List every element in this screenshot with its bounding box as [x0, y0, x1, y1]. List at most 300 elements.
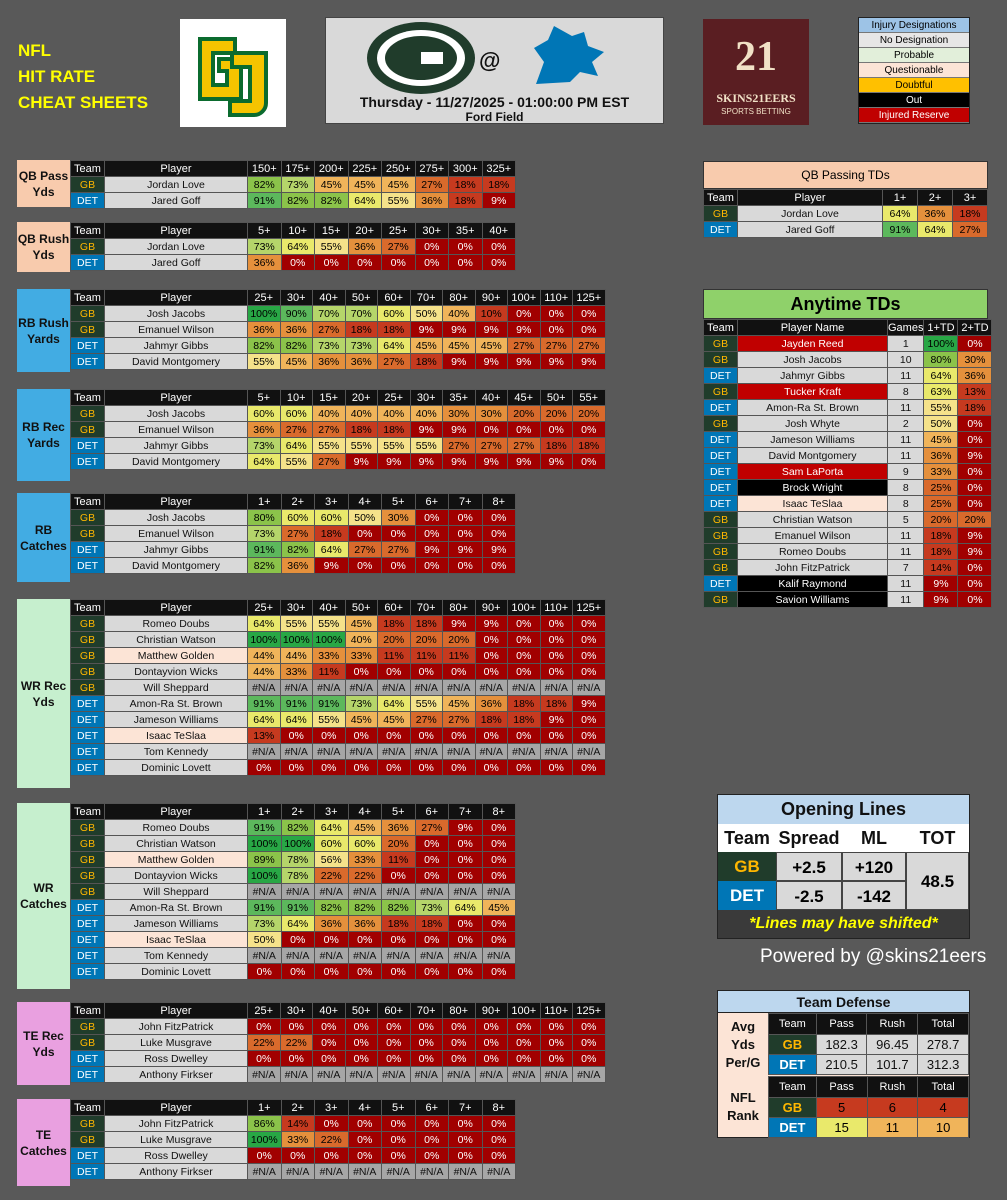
header-threshold: 325+	[482, 161, 516, 177]
wr-catches-table	[70, 803, 516, 980]
table-row	[704, 592, 992, 608]
sheet-title	[18, 38, 148, 116]
header-threshold: 30+	[280, 290, 313, 306]
games-cell: 5	[888, 512, 924, 528]
header-threshold: 7+	[449, 804, 483, 820]
player-cell: Anthony Firkser	[105, 1067, 248, 1083]
defense-header: Pass	[816, 1077, 867, 1098]
hit-rate-cell: 0%	[382, 868, 416, 884]
hit-rate-cell: 0%	[449, 255, 483, 271]
hit-rate-cell: 36%	[415, 193, 449, 209]
wr-rec-label: WR Rec Yds	[17, 599, 70, 788]
header-threshold: 225+	[348, 161, 382, 177]
team-cell: GB	[71, 1035, 105, 1051]
hit-rate-cell: 100%	[924, 336, 958, 352]
hit-rate-cell: 82%	[348, 900, 382, 916]
hit-rate-cell: 0%	[540, 664, 573, 680]
hit-rate-cell: 0%	[449, 239, 483, 255]
hit-rate-cell: 0%	[540, 648, 573, 664]
hit-rate-cell: 0%	[540, 760, 573, 776]
hit-rate-cell: 50%	[348, 510, 382, 526]
hit-rate-cell: 18%	[924, 544, 958, 560]
hit-rate-cell: 0%	[958, 480, 992, 496]
games-cell: 11	[888, 400, 924, 416]
hit-rate-cell: 45%	[475, 338, 508, 354]
hit-rate-cell: #N/A	[348, 948, 382, 964]
hit-rate-cell: 0%	[315, 964, 349, 980]
header-team: Team	[71, 1003, 105, 1019]
rb-rec-label: RB Rec Yards	[17, 389, 70, 481]
team-defense-title: Team Defense	[718, 991, 969, 1013]
hit-rate-cell: 73%	[313, 338, 346, 354]
games-cell: 11	[888, 592, 924, 608]
hit-rate-cell: 36%	[248, 255, 282, 271]
header-threshold: 5+	[248, 223, 282, 239]
header-threshold: 250+	[382, 161, 416, 177]
hit-rate-cell: 27%	[443, 438, 476, 454]
games-cell: 1	[888, 336, 924, 352]
hit-rate-cell: #N/A	[382, 948, 416, 964]
team-cell: DET	[71, 1164, 105, 1180]
hit-rate-cell: 0%	[449, 916, 483, 932]
header-threshold: 45+	[508, 390, 541, 406]
hit-rate-cell: 0%	[415, 558, 449, 574]
hit-rate-cell: 0%	[573, 728, 606, 744]
defense-rush-cell: 6	[867, 1098, 918, 1118]
player-cell: Jared Goff	[738, 222, 883, 238]
table-row	[769, 1118, 969, 1138]
hit-rate-cell: #N/A	[313, 1067, 346, 1083]
hit-rate-cell: 9%	[958, 544, 992, 560]
hit-rate-cell: 64%	[280, 712, 313, 728]
header-row	[704, 320, 992, 336]
hit-rate-cell: 0%	[958, 496, 992, 512]
table-row	[704, 336, 992, 352]
te-catches-table	[70, 1099, 516, 1180]
player-cell: Jahmyr Gibbs	[105, 338, 248, 354]
hit-rate-cell: 0%	[540, 306, 573, 322]
hit-rate-cell: 64%	[280, 438, 313, 454]
team-cell: DET	[704, 432, 738, 448]
player-cell: Amon-Ra St. Brown	[105, 900, 248, 916]
team-cell: GB	[704, 528, 738, 544]
defense-total-cell: 312.3	[918, 1055, 969, 1075]
hit-rate-cell: 18%	[573, 438, 606, 454]
games-cell: 2	[888, 416, 924, 432]
hit-rate-cell: 0%	[382, 1148, 416, 1164]
header-threshold: 40+	[313, 1003, 346, 1019]
hit-rate-cell: 36%	[958, 368, 992, 384]
hit-rate-cell: 64%	[883, 206, 918, 222]
hit-rate-cell: 9%	[540, 354, 573, 370]
header-threshold: 80+	[443, 290, 476, 306]
hit-rate-cell: 0%	[248, 1051, 281, 1067]
header-threshold: 60+	[378, 290, 411, 306]
defense-pass-cell: 210.5	[816, 1055, 867, 1075]
hit-rate-cell: 0%	[573, 760, 606, 776]
header-threshold: 50+	[345, 1003, 378, 1019]
hit-rate-cell: 27%	[540, 338, 573, 354]
header-threshold: 30+	[280, 1003, 313, 1019]
legend-out: Out	[859, 93, 969, 108]
hit-rate-cell: 82%	[248, 338, 281, 354]
hit-rate-cell: #N/A	[475, 744, 508, 760]
te-rec-table	[70, 1002, 606, 1083]
hit-rate-cell: 0%	[378, 664, 411, 680]
hit-rate-cell: 11%	[382, 852, 416, 868]
hit-rate-cell: #N/A	[573, 680, 606, 696]
table-row	[71, 932, 516, 948]
hit-rate-cell: 18%	[378, 322, 411, 338]
hit-rate-cell: 60%	[248, 406, 281, 422]
table-row	[71, 558, 516, 574]
team-cell: GB	[71, 1132, 105, 1148]
hit-rate-cell: 9%	[449, 820, 483, 836]
team-cell: DET	[704, 448, 738, 464]
table-row	[704, 416, 992, 432]
hit-rate-cell: 86%	[248, 1116, 282, 1132]
hit-rate-cell: 64%	[315, 542, 349, 558]
hit-rate-cell: 0%	[573, 454, 606, 470]
header-threshold: 1+TD	[924, 320, 958, 336]
hit-rate-cell: 0%	[573, 648, 606, 664]
team-cell: DET	[71, 438, 105, 454]
hit-rate-cell: 0%	[958, 336, 992, 352]
header-threshold: 175+	[281, 161, 315, 177]
hit-rate-cell: #N/A	[482, 1164, 516, 1180]
header-threshold: 25+	[248, 600, 281, 616]
player-cell: Emanuel Wilson	[105, 322, 248, 338]
hit-rate-cell: 18%	[924, 528, 958, 544]
hit-rate-cell: 91%	[313, 696, 346, 712]
header-threshold: 15+	[313, 390, 346, 406]
header-threshold: 8+	[482, 494, 516, 510]
table-row	[704, 448, 992, 464]
hit-rate-cell: 64%	[248, 616, 281, 632]
player-cell: Matthew Golden	[105, 852, 248, 868]
player-cell: Tucker Kraft	[738, 384, 888, 400]
table-row	[71, 306, 606, 322]
table-row	[769, 1035, 969, 1055]
legend-injured-reserve: Injured Reserve	[859, 108, 969, 123]
hit-rate-cell: 60%	[315, 510, 349, 526]
hit-rate-cell: 45%	[348, 820, 382, 836]
defense-header: Rush	[867, 1077, 918, 1098]
hit-rate-cell: 0%	[475, 422, 508, 438]
hit-rate-cell: 0%	[280, 1051, 313, 1067]
hit-rate-cell: 13%	[248, 728, 281, 744]
hit-rate-cell: 0%	[281, 964, 315, 980]
hit-rate-cell: 14%	[281, 1116, 315, 1132]
defense-rank-table	[768, 1076, 969, 1138]
header-player: Player	[105, 1003, 248, 1019]
lines-header-spread: Spread	[778, 828, 840, 848]
player-cell: Jayden Reed	[738, 336, 888, 352]
header-threshold: 6+	[415, 494, 449, 510]
hit-rate-cell: 9%	[443, 354, 476, 370]
lines-total: 48.5	[906, 852, 969, 910]
header-threshold: 30+	[415, 223, 449, 239]
table-row	[704, 222, 988, 238]
hit-rate-cell: 0%	[482, 836, 516, 852]
header-threshold: 300+	[449, 161, 483, 177]
hit-rate-cell: 9%	[443, 616, 476, 632]
hit-rate-cell: 9%	[924, 592, 958, 608]
hit-rate-cell: 9%	[482, 193, 516, 209]
hit-rate-cell: #N/A	[345, 1067, 378, 1083]
hit-rate-cell: 82%	[315, 900, 349, 916]
header-threshold: 30+	[280, 600, 313, 616]
hit-rate-cell: 91%	[248, 193, 282, 209]
team-cell: DET	[704, 400, 738, 416]
hit-rate-cell: 0%	[410, 760, 443, 776]
hit-rate-cell: 0%	[280, 728, 313, 744]
hit-rate-cell: 45%	[345, 616, 378, 632]
hit-rate-cell: #N/A	[281, 1164, 315, 1180]
header-threshold: 4+	[348, 804, 382, 820]
hit-rate-cell: 89%	[248, 852, 282, 868]
hit-rate-cell: 55%	[313, 616, 346, 632]
defense-rush-cell: 96.45	[867, 1035, 918, 1055]
hit-rate-cell: 0%	[378, 1019, 411, 1035]
hit-rate-cell: #N/A	[248, 1067, 281, 1083]
hit-rate-cell: 27%	[280, 422, 313, 438]
hit-rate-cell: 0%	[348, 255, 382, 271]
table-row	[71, 542, 516, 558]
hit-rate-cell: 0%	[482, 916, 516, 932]
hit-rate-cell: 0%	[958, 416, 992, 432]
legend-no-designation: No Designation	[859, 33, 969, 48]
defense-total-cell: 4	[918, 1098, 969, 1118]
table-row	[71, 1116, 516, 1132]
hit-rate-cell: 90%	[280, 306, 313, 322]
hit-rate-cell: #N/A	[573, 744, 606, 760]
team-cell: DET	[71, 728, 105, 744]
header-row	[71, 390, 606, 406]
hit-rate-cell: 100%	[280, 632, 313, 648]
hit-rate-cell: 0%	[382, 1132, 416, 1148]
hit-rate-cell: 27%	[475, 438, 508, 454]
table-row	[71, 255, 516, 271]
hit-rate-cell: 0%	[443, 664, 476, 680]
header-player: Player	[105, 600, 248, 616]
header-threshold: 7+	[449, 1100, 483, 1116]
hit-rate-cell: 0%	[248, 964, 282, 980]
brand-number: 21	[735, 34, 777, 80]
hit-rate-cell: #N/A	[248, 744, 281, 760]
rb-catches-label: RB Catches	[17, 493, 70, 582]
hit-rate-cell: 0%	[540, 422, 573, 438]
header-row	[71, 1003, 606, 1019]
rb-rush-table	[70, 289, 606, 370]
player-cell: Will Sheppard	[105, 680, 248, 696]
hit-rate-cell: #N/A	[410, 680, 443, 696]
hit-rate-cell: 0%	[958, 464, 992, 480]
hit-rate-cell: #N/A	[248, 884, 282, 900]
team-cell: GB	[71, 852, 105, 868]
hit-rate-cell: 0%	[449, 868, 483, 884]
team-cell: DET	[71, 760, 105, 776]
player-cell: Josh Jacobs	[105, 510, 248, 526]
header-threshold: 125+	[573, 290, 606, 306]
hit-rate-cell: 44%	[248, 648, 281, 664]
player-cell: David Montgomery	[105, 354, 248, 370]
hit-rate-cell: 91%	[280, 696, 313, 712]
hit-rate-cell: 0%	[382, 255, 416, 271]
hit-rate-cell: #N/A	[443, 1067, 476, 1083]
header-team: Team	[71, 804, 105, 820]
table-row	[704, 206, 988, 222]
hit-rate-cell: 27%	[508, 338, 541, 354]
hit-rate-cell: 0%	[482, 558, 516, 574]
hit-rate-cell: 45%	[482, 900, 516, 916]
header-threshold: 4+	[348, 494, 382, 510]
table-row	[704, 464, 992, 480]
hit-rate-cell: 9%	[378, 454, 411, 470]
hit-rate-cell: 0%	[508, 632, 541, 648]
team-cell: GB	[769, 1098, 817, 1118]
at-symbol: @	[479, 48, 501, 73]
hit-rate-cell: 0%	[508, 728, 541, 744]
header-threshold: 3+	[315, 494, 349, 510]
hit-rate-cell: 36%	[315, 916, 349, 932]
header-threshold: 25+	[248, 290, 281, 306]
hit-rate-cell: 45%	[382, 177, 416, 193]
header-threshold: 60+	[378, 600, 411, 616]
hit-rate-cell: 91%	[248, 900, 282, 916]
header-threshold: 2+TD	[958, 320, 992, 336]
player-cell: Jameson Williams	[738, 432, 888, 448]
hit-rate-cell: 27%	[415, 820, 449, 836]
hit-rate-cell: 20%	[378, 632, 411, 648]
hit-rate-cell: 0%	[382, 558, 416, 574]
hit-rate-cell: #N/A	[482, 884, 516, 900]
hit-rate-cell: 64%	[248, 454, 281, 470]
defense-total-cell: 10	[918, 1118, 969, 1138]
hit-rate-cell: 0%	[508, 1051, 541, 1067]
hit-rate-cell: 0%	[378, 1051, 411, 1067]
title-line-1: NFL	[18, 41, 52, 60]
opening-lines-title: Opening Lines	[718, 795, 969, 824]
header-threshold: 25+	[378, 390, 411, 406]
hit-rate-cell: #N/A	[313, 680, 346, 696]
hit-rate-cell: #N/A	[443, 744, 476, 760]
hit-rate-cell: 27%	[382, 542, 416, 558]
table-row	[704, 352, 992, 368]
player-cell: Dontayvion Wicks	[105, 664, 248, 680]
hit-rate-cell: 33%	[281, 1132, 315, 1148]
header-player: Player	[105, 494, 248, 510]
team-cell: DET	[704, 368, 738, 384]
hit-rate-cell: #N/A	[345, 680, 378, 696]
games-cell: 9	[888, 464, 924, 480]
table-row	[71, 1132, 516, 1148]
table-row	[71, 422, 606, 438]
hit-rate-cell: 0%	[345, 760, 378, 776]
player-cell: Jared Goff	[105, 255, 248, 271]
hit-rate-cell: 0%	[449, 836, 483, 852]
brand-name: SKINS21EERS	[716, 91, 796, 105]
hit-rate-cell: 0%	[958, 592, 992, 608]
table-row	[71, 239, 516, 255]
hit-rate-cell: 27%	[443, 712, 476, 728]
header-team: Team	[71, 223, 105, 239]
games-cell: 11	[888, 432, 924, 448]
hit-rate-cell: 13%	[958, 384, 992, 400]
hit-rate-cell: 64%	[378, 338, 411, 354]
header-threshold: 2+	[281, 1100, 315, 1116]
hit-rate-cell: #N/A	[281, 884, 315, 900]
hit-rate-cell: 0%	[482, 510, 516, 526]
game-venue: Ford Field	[465, 110, 524, 124]
powered-by: Powered by @skins21eers	[760, 946, 987, 967]
team-cell: DET	[704, 576, 738, 592]
player-cell: Jared Goff	[105, 193, 248, 209]
hit-rate-cell: 0%	[348, 1148, 382, 1164]
team-cell: DET	[769, 1055, 817, 1075]
header-threshold: 15+	[315, 223, 349, 239]
hit-rate-cell: 0%	[348, 964, 382, 980]
hit-rate-cell: 18%	[378, 422, 411, 438]
defense-pass-cell: 5	[816, 1098, 867, 1118]
hit-rate-cell: 0%	[443, 728, 476, 744]
player-cell: Luke Musgrave	[105, 1035, 248, 1051]
hit-rate-cell: 0%	[508, 664, 541, 680]
hit-rate-cell: 18%	[958, 400, 992, 416]
hit-rate-cell: 0%	[449, 964, 483, 980]
table-row	[71, 916, 516, 932]
hit-rate-cell: 100%	[313, 632, 346, 648]
hit-rate-cell: 0%	[281, 932, 315, 948]
hit-rate-cell: 0%	[315, 255, 349, 271]
hit-rate-cell: #N/A	[449, 948, 483, 964]
header-threshold: 4+	[348, 1100, 382, 1116]
games-cell: 8	[888, 480, 924, 496]
header-threshold: 100+	[508, 600, 541, 616]
hit-rate-cell: 0%	[540, 632, 573, 648]
hit-rate-cell: 73%	[248, 526, 282, 542]
hit-rate-cell: 0%	[573, 306, 606, 322]
hit-rate-cell: 27%	[313, 322, 346, 338]
table-row	[71, 664, 606, 680]
hit-rate-cell: 0%	[508, 306, 541, 322]
header-threshold: 2+	[281, 804, 315, 820]
hit-rate-cell: 55%	[410, 696, 443, 712]
rb-rec-table	[70, 389, 606, 470]
header-threshold: 275+	[415, 161, 449, 177]
hit-rate-cell: 36%	[248, 422, 281, 438]
header-player: Player	[105, 804, 248, 820]
lines-note: *Lines may have shifted*	[718, 910, 969, 938]
hit-rate-cell: 18%	[540, 696, 573, 712]
table-row	[71, 1051, 606, 1067]
hit-rate-cell: 0%	[449, 510, 483, 526]
hit-rate-cell: 0%	[540, 322, 573, 338]
hit-rate-cell: 27%	[508, 438, 541, 454]
hit-rate-cell: 60%	[378, 306, 411, 322]
anytime-tds-title: Anytime TDs	[703, 289, 988, 319]
header-threshold: 100+	[508, 1003, 541, 1019]
table-row	[71, 948, 516, 964]
hit-rate-cell: 0%	[482, 239, 516, 255]
hit-rate-cell: 0%	[508, 616, 541, 632]
hit-rate-cell: 0%	[415, 852, 449, 868]
header-threshold: 6+	[415, 804, 449, 820]
table-row	[71, 438, 606, 454]
hit-rate-cell: 0%	[315, 1116, 349, 1132]
player-cell: Josh Jacobs	[105, 406, 248, 422]
hit-rate-cell: 0%	[345, 664, 378, 680]
